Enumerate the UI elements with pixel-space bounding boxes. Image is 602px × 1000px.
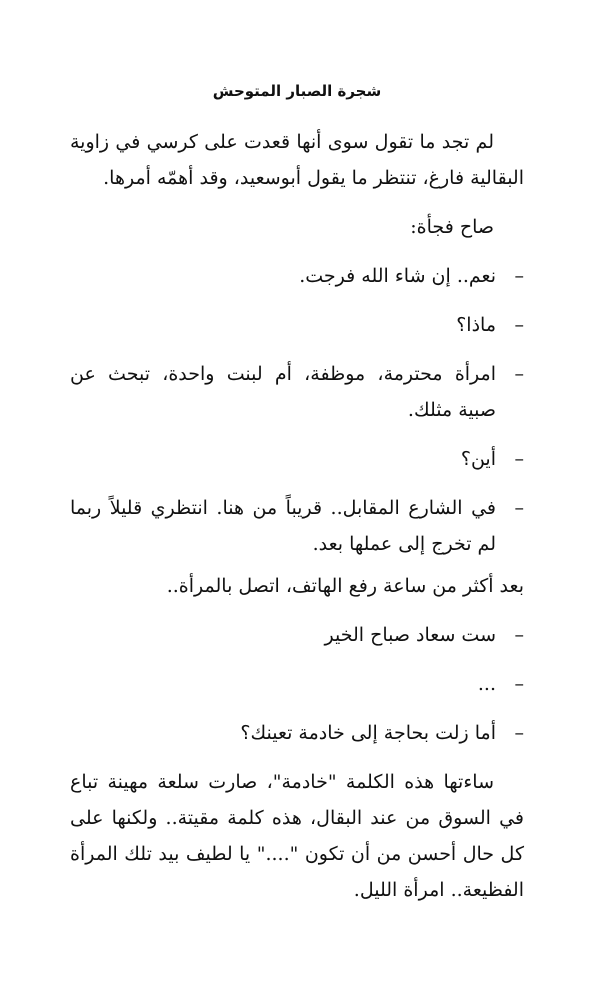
paragraph-exclaim: صاح فجأة:	[410, 216, 494, 238]
dialogue-text: ماذا؟	[456, 314, 496, 336]
dialogue-text: أما زلت بحاجة إلى خادمة تعينك؟	[240, 722, 496, 744]
dialogue-line	[70, 356, 524, 428]
dialogue-line	[70, 715, 524, 751]
dialogue-text: في الشارع المقابل.. قريباً من هنا. انتظري قليلاً ربما لم تخرج إلى عملها بعد.	[70, 497, 496, 555]
chapter-title: شجرة الصبار المتوحش	[212, 82, 382, 100]
dialogue-dash: –	[514, 722, 524, 744]
dialogue-dash: –	[514, 314, 524, 336]
dialogue-line	[70, 441, 524, 477]
dialogue-dash: –	[514, 265, 524, 287]
dialogue-text: ...	[477, 673, 496, 695]
dialogue-line	[70, 490, 524, 562]
dialogue-text: ست سعاد صباح الخير	[324, 624, 496, 646]
paragraph-closing: ساءتها هذه الكلمة "خادمة"، صارت سلعة مهينة تباع في السوق من عند البقال، هذه كلمة مقيتة.. ولكنها على كل حال أحسن من أن تكون "...." يا لطيف بيد تلك المرأة الفظيعة.. امرأة الليل.	[70, 771, 524, 901]
paragraph-intro: لم تجد ما تقول سوى أنها قعدت على كرسي في زاوية البقالية فارغ، تنتظر ما يقول أبوسعيد، وقد أهمّه أمرها.	[70, 131, 524, 189]
dialogue-line	[70, 666, 524, 702]
dialogue-line	[70, 307, 524, 343]
dialogue-dash: –	[514, 624, 524, 646]
dialogue-dash: –	[514, 363, 524, 385]
dialogue-text: نعم.. إن شاء الله فرجت.	[299, 265, 496, 287]
dialogue-dash: –	[514, 448, 524, 470]
dialogue-text: امرأة محترمة، موظفة، أم لبنت واحدة، تبحث عن صبية مثلك.	[70, 363, 496, 421]
dialogue-line	[70, 258, 524, 294]
dialogue-dash: –	[514, 673, 524, 695]
paragraph-phone-call: بعد أكثر من ساعة رفع الهاتف، اتصل بالمرأة..	[166, 575, 524, 597]
dialogue-text: أين؟	[460, 448, 496, 470]
dialogue-line	[70, 617, 524, 653]
dialogue-dash: –	[514, 497, 524, 519]
